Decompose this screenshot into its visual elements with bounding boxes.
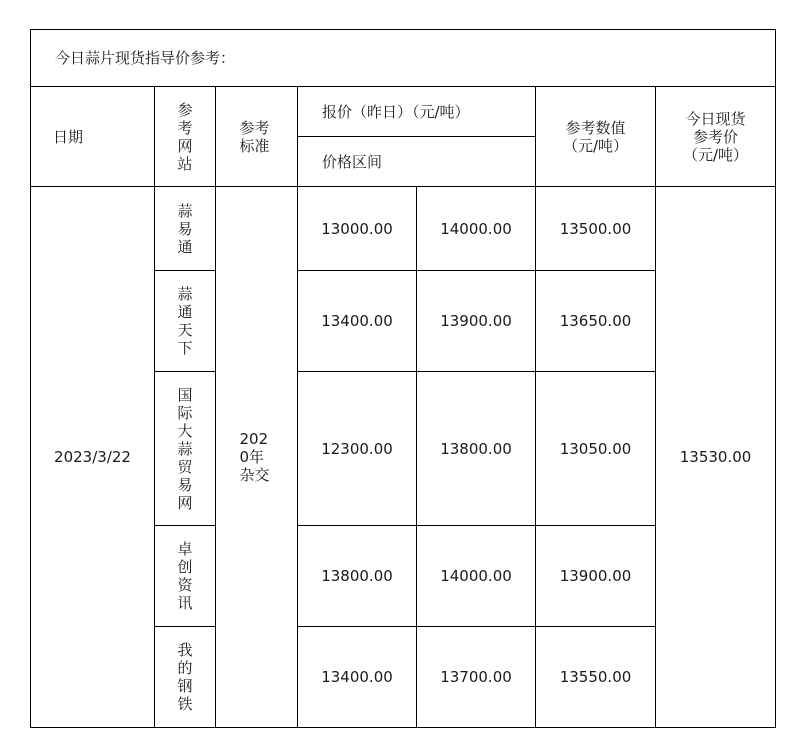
- price-table: [30, 29, 776, 728]
- header-today-price: 今日现货参考价（元/吨）: [656, 87, 776, 187]
- ref-value-cell: 13900.00: [536, 526, 656, 627]
- header-quote: 报价（昨日）（元/吨）: [298, 87, 536, 137]
- high-price-cell: 13900.00: [417, 271, 536, 372]
- site-cell: 国际大蒜贸易网: [155, 372, 216, 526]
- ref-value-cell: 13650.00: [536, 271, 656, 372]
- high-price-cell: 14000.00: [417, 526, 536, 627]
- low-price-cell: 12300.00: [298, 372, 417, 526]
- low-price-cell: 13000.00: [298, 187, 417, 271]
- standard-cell: 2020年杂交: [216, 187, 298, 728]
- low-price-cell: 13400.00: [298, 627, 417, 728]
- header-range: 价格区间: [298, 137, 536, 187]
- high-price-cell: 13800.00: [417, 372, 536, 526]
- high-price-cell: 14000.00: [417, 187, 536, 271]
- site-cell: 卓创资讯: [155, 526, 216, 627]
- header-standard: 参考标准: [216, 87, 298, 187]
- date-cell: 2023/3/22: [31, 187, 155, 728]
- ref-value-cell: 13500.00: [536, 187, 656, 271]
- low-price-cell: 13400.00: [298, 271, 417, 372]
- high-price-cell: 13700.00: [417, 627, 536, 728]
- today-price-cell: 13530.00: [656, 187, 776, 728]
- site-cell: 蒜通天下: [155, 271, 216, 372]
- low-price-cell: 13800.00: [298, 526, 417, 627]
- table-title: 今日蒜片现货指导价参考：: [31, 30, 776, 87]
- ref-value-cell: 13050.00: [536, 372, 656, 526]
- site-cell: 我的钢铁: [155, 627, 216, 728]
- header-ref-value: 参考数值（元/吨）: [536, 87, 656, 187]
- ref-value-cell: 13550.00: [536, 627, 656, 728]
- header-date: 日期: [31, 87, 155, 187]
- site-cell: 蒜易通: [155, 187, 216, 271]
- header-site: 参考网站: [155, 87, 216, 187]
